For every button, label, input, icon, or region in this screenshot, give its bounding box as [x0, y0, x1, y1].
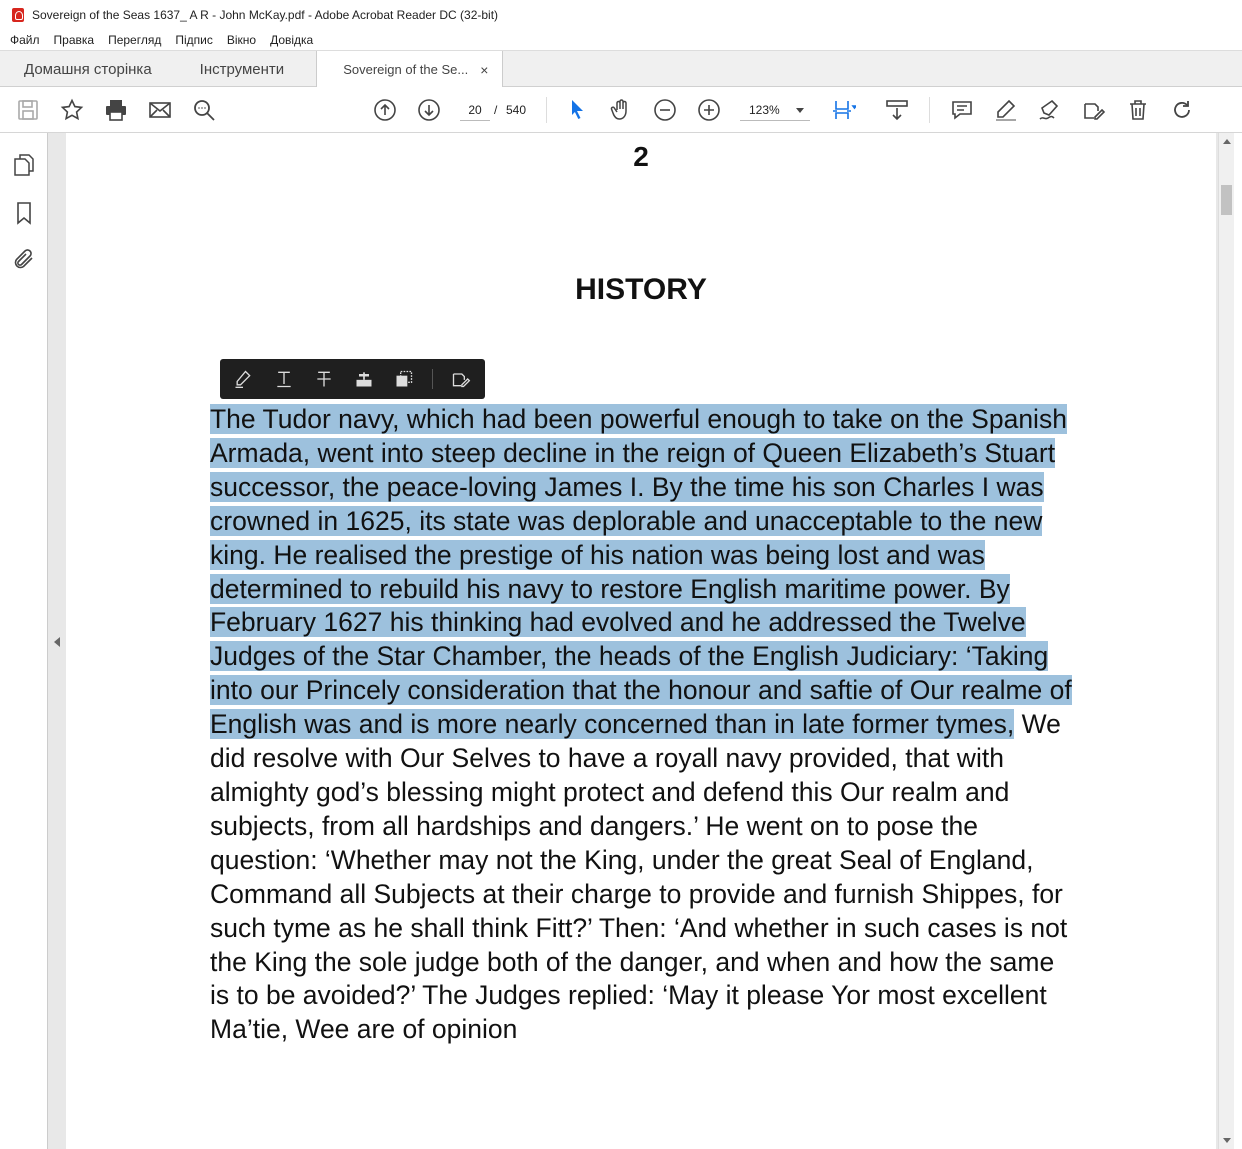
attachment-icon[interactable]: [12, 247, 38, 273]
edit-text-icon[interactable]: [449, 367, 473, 391]
bookmark-icon[interactable]: [12, 201, 38, 227]
page-fit-icon[interactable]: [830, 96, 858, 124]
find-icon[interactable]: [190, 96, 218, 124]
tab-tools[interactable]: Інструменти: [199, 60, 285, 78]
menu-file[interactable]: Файл: [10, 33, 40, 47]
email-icon[interactable]: [146, 96, 174, 124]
toolbar-divider: [546, 97, 547, 123]
underline-text-icon[interactable]: [272, 367, 296, 391]
vertical-scrollbar[interactable]: [1218, 133, 1234, 1149]
save-icon[interactable]: [14, 96, 42, 124]
menu-sign[interactable]: Підпис: [175, 33, 213, 47]
scroll-down-icon[interactable]: [1223, 1138, 1231, 1143]
page-up-icon[interactable]: [371, 96, 399, 124]
highlight-pen-icon[interactable]: [992, 96, 1020, 124]
delete-icon[interactable]: [1124, 96, 1152, 124]
strikethrough-text-icon[interactable]: [312, 367, 336, 391]
zoom-value: 123%: [749, 103, 780, 117]
toolbar-divider: [432, 369, 433, 389]
tab-document[interactable]: [316, 51, 503, 88]
tab-home[interactable]: Домашня сторінка: [24, 60, 152, 78]
acrobat-logo-icon: [12, 8, 24, 22]
close-tab-icon[interactable]: ×: [480, 61, 489, 78]
menu-view[interactable]: Перегляд: [108, 33, 162, 47]
highlight-text-icon[interactable]: [231, 367, 255, 391]
page-separator: /: [494, 103, 498, 117]
unselected-text[interactable]: We did resolve with Our Selves to have a royall navy provided, that with almighty god’s blessing might protect and defend this Our realm and subjects, from all hardships and dangers.’ He went on to pose the question: ‘Whether may not the King, under the great Seal of England, Command all Subjects at their charge to provide and furnish Shippes, for such tyme as he shall think Fitt?’ Then: ‘And whether in such cases is not the King the sole judge both of the danger, and when and how the same is to be avoided?’ The Judges replied: ‘May it please Yor most excellent Ma’tie, Wee are of opinion: [210, 709, 1068, 1045]
total-pages: 540: [506, 103, 527, 117]
scroll-mode-icon[interactable]: [883, 96, 911, 124]
menu-window[interactable]: Вікно: [226, 33, 257, 47]
scroll-up-icon[interactable]: [1223, 139, 1231, 144]
body-paragraph[interactable]: [210, 403, 1080, 1047]
page-down-icon[interactable]: [415, 96, 443, 124]
text-selection-toolbar: [220, 359, 485, 399]
bookmark-star-icon[interactable]: [58, 96, 86, 124]
main-toolbar: [0, 87, 1242, 133]
window-title: Sovereign of the Seas 1637_ A R - John McKay.pdf - Adobe Acrobat Reader DC (32-bit): [32, 8, 499, 22]
navigation-panel: [0, 133, 48, 1149]
zoom-out-icon[interactable]: [651, 96, 679, 124]
edit-pdf-icon[interactable]: [1080, 96, 1108, 124]
toolbar-divider: [929, 97, 930, 123]
pdf-page[interactable]: [66, 133, 1216, 1149]
menu-help[interactable]: Довідка: [270, 33, 314, 47]
select-arrow-icon[interactable]: [563, 96, 591, 124]
comment-icon[interactable]: [948, 96, 976, 124]
collapse-panel-icon[interactable]: [54, 637, 60, 647]
window-title-bar: [0, 0, 1242, 30]
current-page-input[interactable]: 20: [460, 99, 490, 121]
right-panel-edge: [1234, 133, 1242, 1149]
rotate-icon[interactable]: [1168, 96, 1196, 124]
menu-edit[interactable]: Правка: [53, 33, 95, 47]
chapter-heading: HISTORY: [575, 273, 707, 306]
zoom-in-icon[interactable]: [695, 96, 723, 124]
zoom-select[interactable]: [740, 99, 810, 121]
page-number: 2: [633, 141, 649, 172]
redact-text-icon[interactable]: [352, 367, 376, 391]
copy-text-icon[interactable]: [392, 367, 416, 391]
page-thumbnails-icon[interactable]: [12, 153, 38, 179]
scroll-thumb[interactable]: [1221, 185, 1232, 215]
sign-icon[interactable]: [1036, 96, 1064, 124]
hand-icon[interactable]: [607, 96, 635, 124]
selected-text[interactable]: The Tudor navy, which had been powerful enough to take on the Spanish Armada, went into steep decline in the reign of Queen Elizabeth’s Stuart successor, the peace-loving James I. By the time his son Charles I was crowned in 1625, its state was deplorable and unacceptable to the new king. He realised the prestige of his nation was being lost and was determined to rebuild his navy to restore English maritime power. By February 1627 his thinking had evolved and he addressed the Twelve Judges of the Star Chamber, the heads of the English Judiciary: ‘Taking into our Princely consideration that the honour and saftie of Our realme of English was and is more nearly concerned than in late former tymes,: [210, 404, 1072, 740]
chevron-down-icon: [796, 108, 804, 113]
tab-bar: [0, 50, 1242, 87]
tab-document-label: Sovereign of the Se...: [343, 62, 469, 77]
menu-bar: [0, 30, 1242, 50]
print-icon[interactable]: [102, 96, 130, 124]
